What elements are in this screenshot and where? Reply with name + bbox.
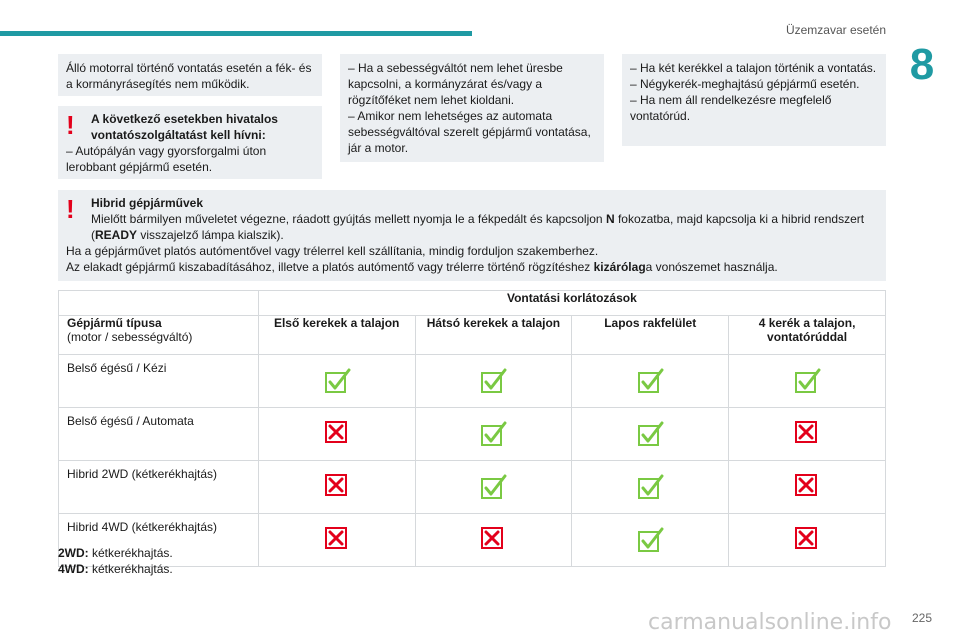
table-header-empty xyxy=(59,291,259,316)
condition-item: – Ha a sebességváltót nem lehet üresbe kapcsolni, a kormányzárat és/vagy a rögzítőféket nem lehet kioldani. xyxy=(348,61,563,107)
conditions-box-right xyxy=(622,54,886,146)
info-text: Álló motorral történő vontatás esetén a fék- és a kormányrásegítés nem működik. xyxy=(66,61,312,91)
warning-box-call-service xyxy=(58,106,322,179)
allowed-check-icon xyxy=(481,368,505,392)
table-cell xyxy=(572,408,729,461)
column-header-rear-wheels: Hátsó kerekek a talajon xyxy=(415,316,572,355)
table-cell xyxy=(572,355,729,408)
table-row xyxy=(59,514,886,567)
column-header-front-wheels: Első kerekek a talajon xyxy=(258,316,415,355)
table-cell xyxy=(258,514,415,567)
hybrid-warning-line2: Ha a gépjárművet platós autómentővel vagy trélerrel kell szállítania, mindig forduljon szakemberhez. xyxy=(66,244,599,258)
table-row xyxy=(59,461,886,514)
table-cell xyxy=(258,408,415,461)
allowed-check-icon xyxy=(481,421,505,445)
hybrid-warning-line3: Az elakadt gépjármű kiszabadításához, illetve a platós autómentő vagy trélerre történő rögzítéshez kizárólaga vonószemet használja. xyxy=(66,260,778,274)
allowed-check-icon xyxy=(638,421,662,445)
table-cell xyxy=(258,355,415,408)
table-cell xyxy=(415,408,572,461)
table-group-header: Vontatási korlátozások xyxy=(258,291,885,316)
table-row xyxy=(59,408,886,461)
table-cell xyxy=(415,514,572,567)
forbidden-cross-icon xyxy=(325,421,349,445)
page-number: 225 xyxy=(911,611,932,625)
forbidden-cross-icon xyxy=(325,527,349,551)
row-label: Hibrid 2WD (kétkerékhajtás) xyxy=(59,461,259,514)
conditions-box-middle xyxy=(340,54,604,162)
condition-item: – Négykerék-meghajtású gépjármű esetén. xyxy=(630,77,860,91)
column-header-flatbed: Lapos rakfelület xyxy=(572,316,729,355)
legend-item: 4WD: kétkerékhajtás. xyxy=(58,562,173,576)
allowed-check-icon xyxy=(638,368,662,392)
warning-icon: ! xyxy=(66,194,75,224)
legend-item: 2WD: kétkerékhajtás. xyxy=(58,546,173,560)
allowed-check-icon xyxy=(638,527,662,551)
warning-box-hybrid xyxy=(58,190,886,281)
allowed-check-icon xyxy=(638,474,662,498)
condition-item: – Amikor nem lehetséges az automata sebességváltóval szerelt gépjármű vontatása, jár a motor. xyxy=(348,109,591,155)
row-label: Hibrid 4WD (kétkerékhajtás) xyxy=(59,514,259,567)
table-cell xyxy=(572,461,729,514)
condition-item: – Ha két kerékkel a talajon történik a vontatás. xyxy=(630,61,877,75)
table-cell xyxy=(729,514,886,567)
forbidden-cross-icon xyxy=(795,421,819,445)
allowed-check-icon xyxy=(795,368,819,392)
forbidden-cross-icon xyxy=(795,527,819,551)
warning-icon: ! xyxy=(66,110,75,140)
abbreviation-legend xyxy=(58,545,173,577)
warning-title-line1: A következő esetekben hivatalos xyxy=(91,112,278,126)
row-label: Belső égésű / Automata xyxy=(59,408,259,461)
table-cell xyxy=(258,461,415,514)
table-cell xyxy=(415,355,572,408)
table-cell xyxy=(729,408,886,461)
allowed-check-icon xyxy=(325,368,349,392)
column-header-four-wheels-towbar: 4 kerék a talajon, vontatórúddal xyxy=(729,316,886,355)
row-label: Belső égésű / Kézi xyxy=(59,355,259,408)
chapter-color-bar xyxy=(0,31,472,36)
towing-restrictions-table xyxy=(58,290,886,567)
table-cell xyxy=(729,355,886,408)
chapter-title: Üzemzavar esetén xyxy=(785,23,886,37)
forbidden-cross-icon xyxy=(481,527,505,551)
table-cell xyxy=(572,514,729,567)
table-cell xyxy=(415,461,572,514)
table-row xyxy=(59,355,886,408)
forbidden-cross-icon xyxy=(795,474,819,498)
hybrid-warning-line1: Mielőtt bármilyen műveletet végezne, ráadott gyújtás mellett nyomja le a fékpedált és kapcsoljon N fokozatba, majd kapcsolja ki a hibrid rendszert (READY visszajelző lámpa kialszik). xyxy=(91,212,865,242)
info-box-engine-off xyxy=(58,54,322,96)
column-header-vehicle-type: Gépjármű típusa (motor / sebességváltó) xyxy=(59,316,259,355)
forbidden-cross-icon xyxy=(325,474,349,498)
watermark: carmanualsonline.info xyxy=(648,610,892,635)
warning-title-line2: vontatószolgáltatást kell hívni: xyxy=(91,128,266,142)
chapter-number: 8 xyxy=(909,40,935,89)
warning-item: – Autópályán vagy gyorsforgalmi úton lerobbant gépjármű esetén. xyxy=(66,144,267,174)
allowed-check-icon xyxy=(481,474,505,498)
table-cell xyxy=(729,461,886,514)
condition-item: – Ha nem áll rendelkezésre megfelelő vontatórúd. xyxy=(630,93,832,123)
hybrid-warning-title: Hibrid gépjárművek xyxy=(91,196,204,210)
